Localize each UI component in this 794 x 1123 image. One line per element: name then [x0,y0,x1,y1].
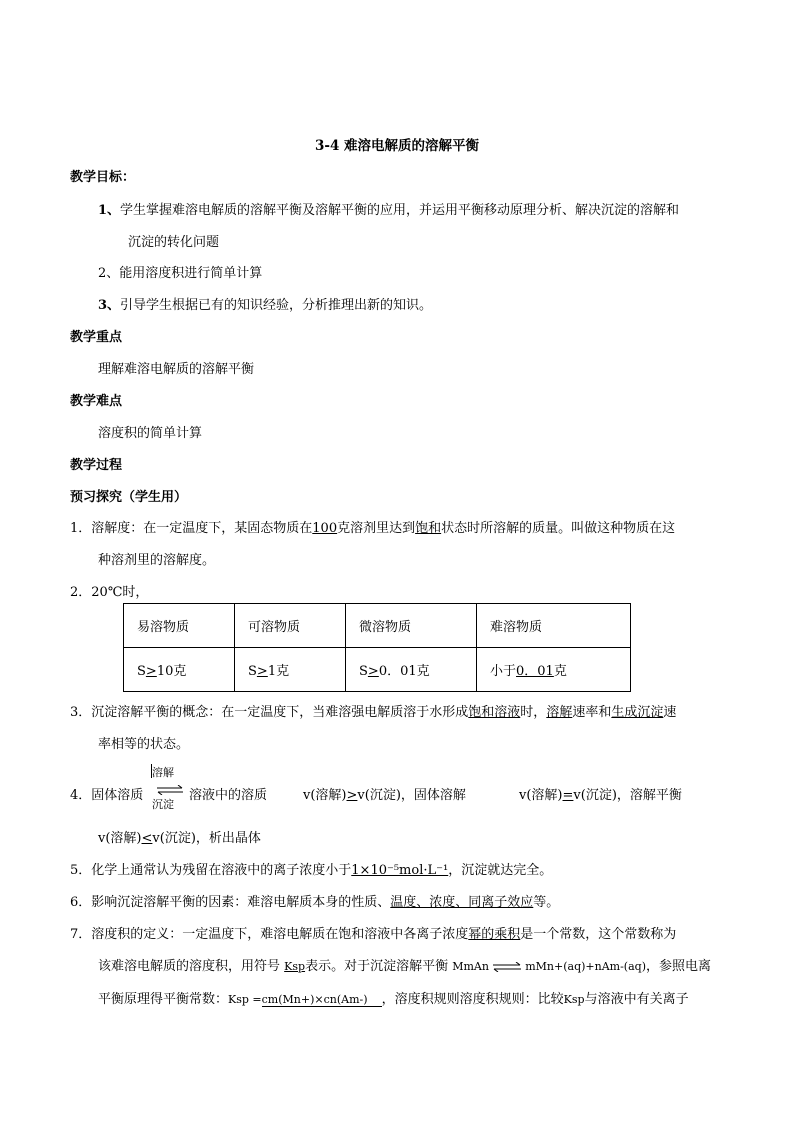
table-header: 微溶物质 [346,604,477,648]
arrow-label-precipitate: 沉淀 [152,798,174,811]
page-title: 3-4 难溶电解质的溶解平衡 [314,138,480,154]
ksp-symbol: Ksp [284,960,306,973]
key-text: 理解难溶电解质的溶解平衡 [98,362,255,377]
table-header: 易溶物质 [124,604,235,648]
cell-pre: 小于 [490,664,517,679]
cell-pre: S [359,664,368,679]
solubility-table [123,603,631,692]
case-text: v(沉淀)，析出晶体 [152,831,261,846]
item-3-a: 3．沉淀溶解平衡的概念：在一定温度下，当难溶强电解质溶于水形成 [70,705,469,720]
goal-2: 2、能用溶度积进行简单计算 [98,266,263,281]
item-1-blank-saturated: 饱和 [415,521,442,536]
goal-1 [98,199,679,218]
item-7-l3f: 与溶液中有关离子 [584,992,689,1007]
item-4-case-dissolve [303,784,466,803]
reversible-arrow-icon [157,785,183,795]
item-4-case-equilibrium [519,784,682,803]
item-3-g: 速 [663,705,677,720]
item-7-a: 7．溶度积的定义：一定温度下，难溶电解质在饱和溶液中各离子浓度 [70,927,469,942]
cell-post: 0．01克 [378,664,430,679]
item-3-c: 时， [520,705,547,720]
item-7-l2b: 表示。对于沉淀溶解平衡 [305,959,449,974]
reversible-arrow-icon [493,962,521,972]
item-7-c: 是一个常数，这个常数称为 [520,927,677,942]
item-7-l3a: 平衡原理得平衡常数： [98,992,229,1007]
cell-geq: > [145,664,157,679]
v-dissolve: v(溶解) [98,831,142,846]
lt-sign: < [141,831,153,846]
item-6-blank-factors: 温度、浓度、同离子效应 [390,895,534,910]
item-3 [70,701,676,720]
item-2: 2．20℃时， [70,585,149,600]
item-6 [70,891,559,910]
item-3-e: 速率和 [572,705,612,720]
item-6-a: 6．影响沉淀溶解平衡的因素：难溶电解质本身的性质、 [70,895,391,910]
item-7-line-3 [98,988,689,1007]
item-7-line-2 [98,955,711,974]
goal-1-text: 学生掌握难溶电解质的溶解平衡及溶解平衡的应用，并运用平衡移动原理分析、解决沉淀的溶解和 [120,203,680,218]
process-heading: 教学过程 [70,458,123,473]
cell-pre: S [137,664,146,679]
item-1-blank-100: 100 [312,521,338,536]
item-4-b: 溶液中的溶质 [189,788,268,803]
formula-right: mMn+(aq)+nAm-(aq) [525,960,646,973]
item-5-a: 5．化学上通常认为残留在溶液中的离子浓度小于 [70,863,352,878]
table-header: 难溶物质 [477,604,631,648]
ksp-equals: Ksp = [228,993,262,1006]
table-cell [477,648,631,692]
cell-geq: > [256,664,268,679]
goal-3-number: 3、 [98,298,121,313]
item-4-case-crystal [98,827,261,846]
arrow-label-dissolve: 溶解 [152,766,174,779]
item-3-blank-dissolve: 溶解 [546,705,573,720]
arrow-tick [151,764,152,778]
table-cell [124,648,235,692]
goal-1-number: 1、 [98,203,121,218]
cell-pre: S [248,664,257,679]
item-7-l3d: ，溶度积规则溶度积规则：比较 [381,992,564,1007]
goal-3-text: 引导学生根据已有的知识经验，分析推理出新的知识。 [120,298,433,313]
item-3-continued: 率相等的状态。 [98,737,190,752]
goals-heading: 教学目标： [70,170,136,185]
v-dissolve: v(溶解) [303,788,347,803]
cell-post: 10克 [156,664,187,679]
case-text: v(沉淀)，固体溶解 [357,788,466,803]
goal-1-continued: 沉淀的转化问题 [128,235,220,250]
eq-sign: = [562,788,574,803]
item-7-blank-product: 幂的乘积 [468,927,521,942]
item-1 [70,517,675,536]
item-1-c: 克溶剂里达到 [337,521,416,536]
ksp-expression-blank: cm(Mn+)×cn(Am-) [262,993,382,1007]
cell-tail: 克 [553,664,567,679]
key-heading: 教学重点 [70,330,123,345]
preview-heading: 预习探究（学生用） [70,490,188,505]
cell-post: 0．01 [516,664,554,679]
goal-3 [98,294,432,313]
item-1-continued: 种溶剂里的溶解度。 [98,553,216,568]
item-6-c: 等。 [533,895,560,910]
item-7-l2a: 该难溶电解质的溶度积，用符号 [98,959,281,974]
item-4-a: 4．固体溶质 [70,788,144,803]
case-text: v(沉淀)，溶解平衡 [573,788,682,803]
ksp-symbol: Ksp [563,993,585,1006]
item-5-blank-concentration: 1×10⁻⁵mol·L⁻¹ [351,863,449,878]
cell-geq: > [367,664,379,679]
item-3-blank-precipitate: 生成沉淀 [611,705,664,720]
table-cell [346,648,477,692]
item-1-e: 状态时所溶解的质量。叫做这种物质在这 [441,521,676,536]
formula-left: MmAn [452,960,489,973]
item-7 [70,923,676,942]
item-3-blank-saturated-solution: 饱和溶液 [468,705,521,720]
gt-sign: > [346,788,358,803]
table-cell [235,648,346,692]
v-dissolve: v(溶解) [519,788,563,803]
item-1-a: 1．溶解度：在一定温度下，某固态物质在 [70,521,313,536]
cell-post: 1克 [267,664,290,679]
item-5 [70,859,552,878]
item-5-c: ，沉淀就达完全。 [448,863,553,878]
difficulty-heading: 教学难点 [70,394,123,409]
item-7-l2c: ，参照电离 [646,959,712,974]
difficulty-text: 溶度积的简单计算 [98,426,203,441]
table-header: 可溶物质 [235,604,346,648]
